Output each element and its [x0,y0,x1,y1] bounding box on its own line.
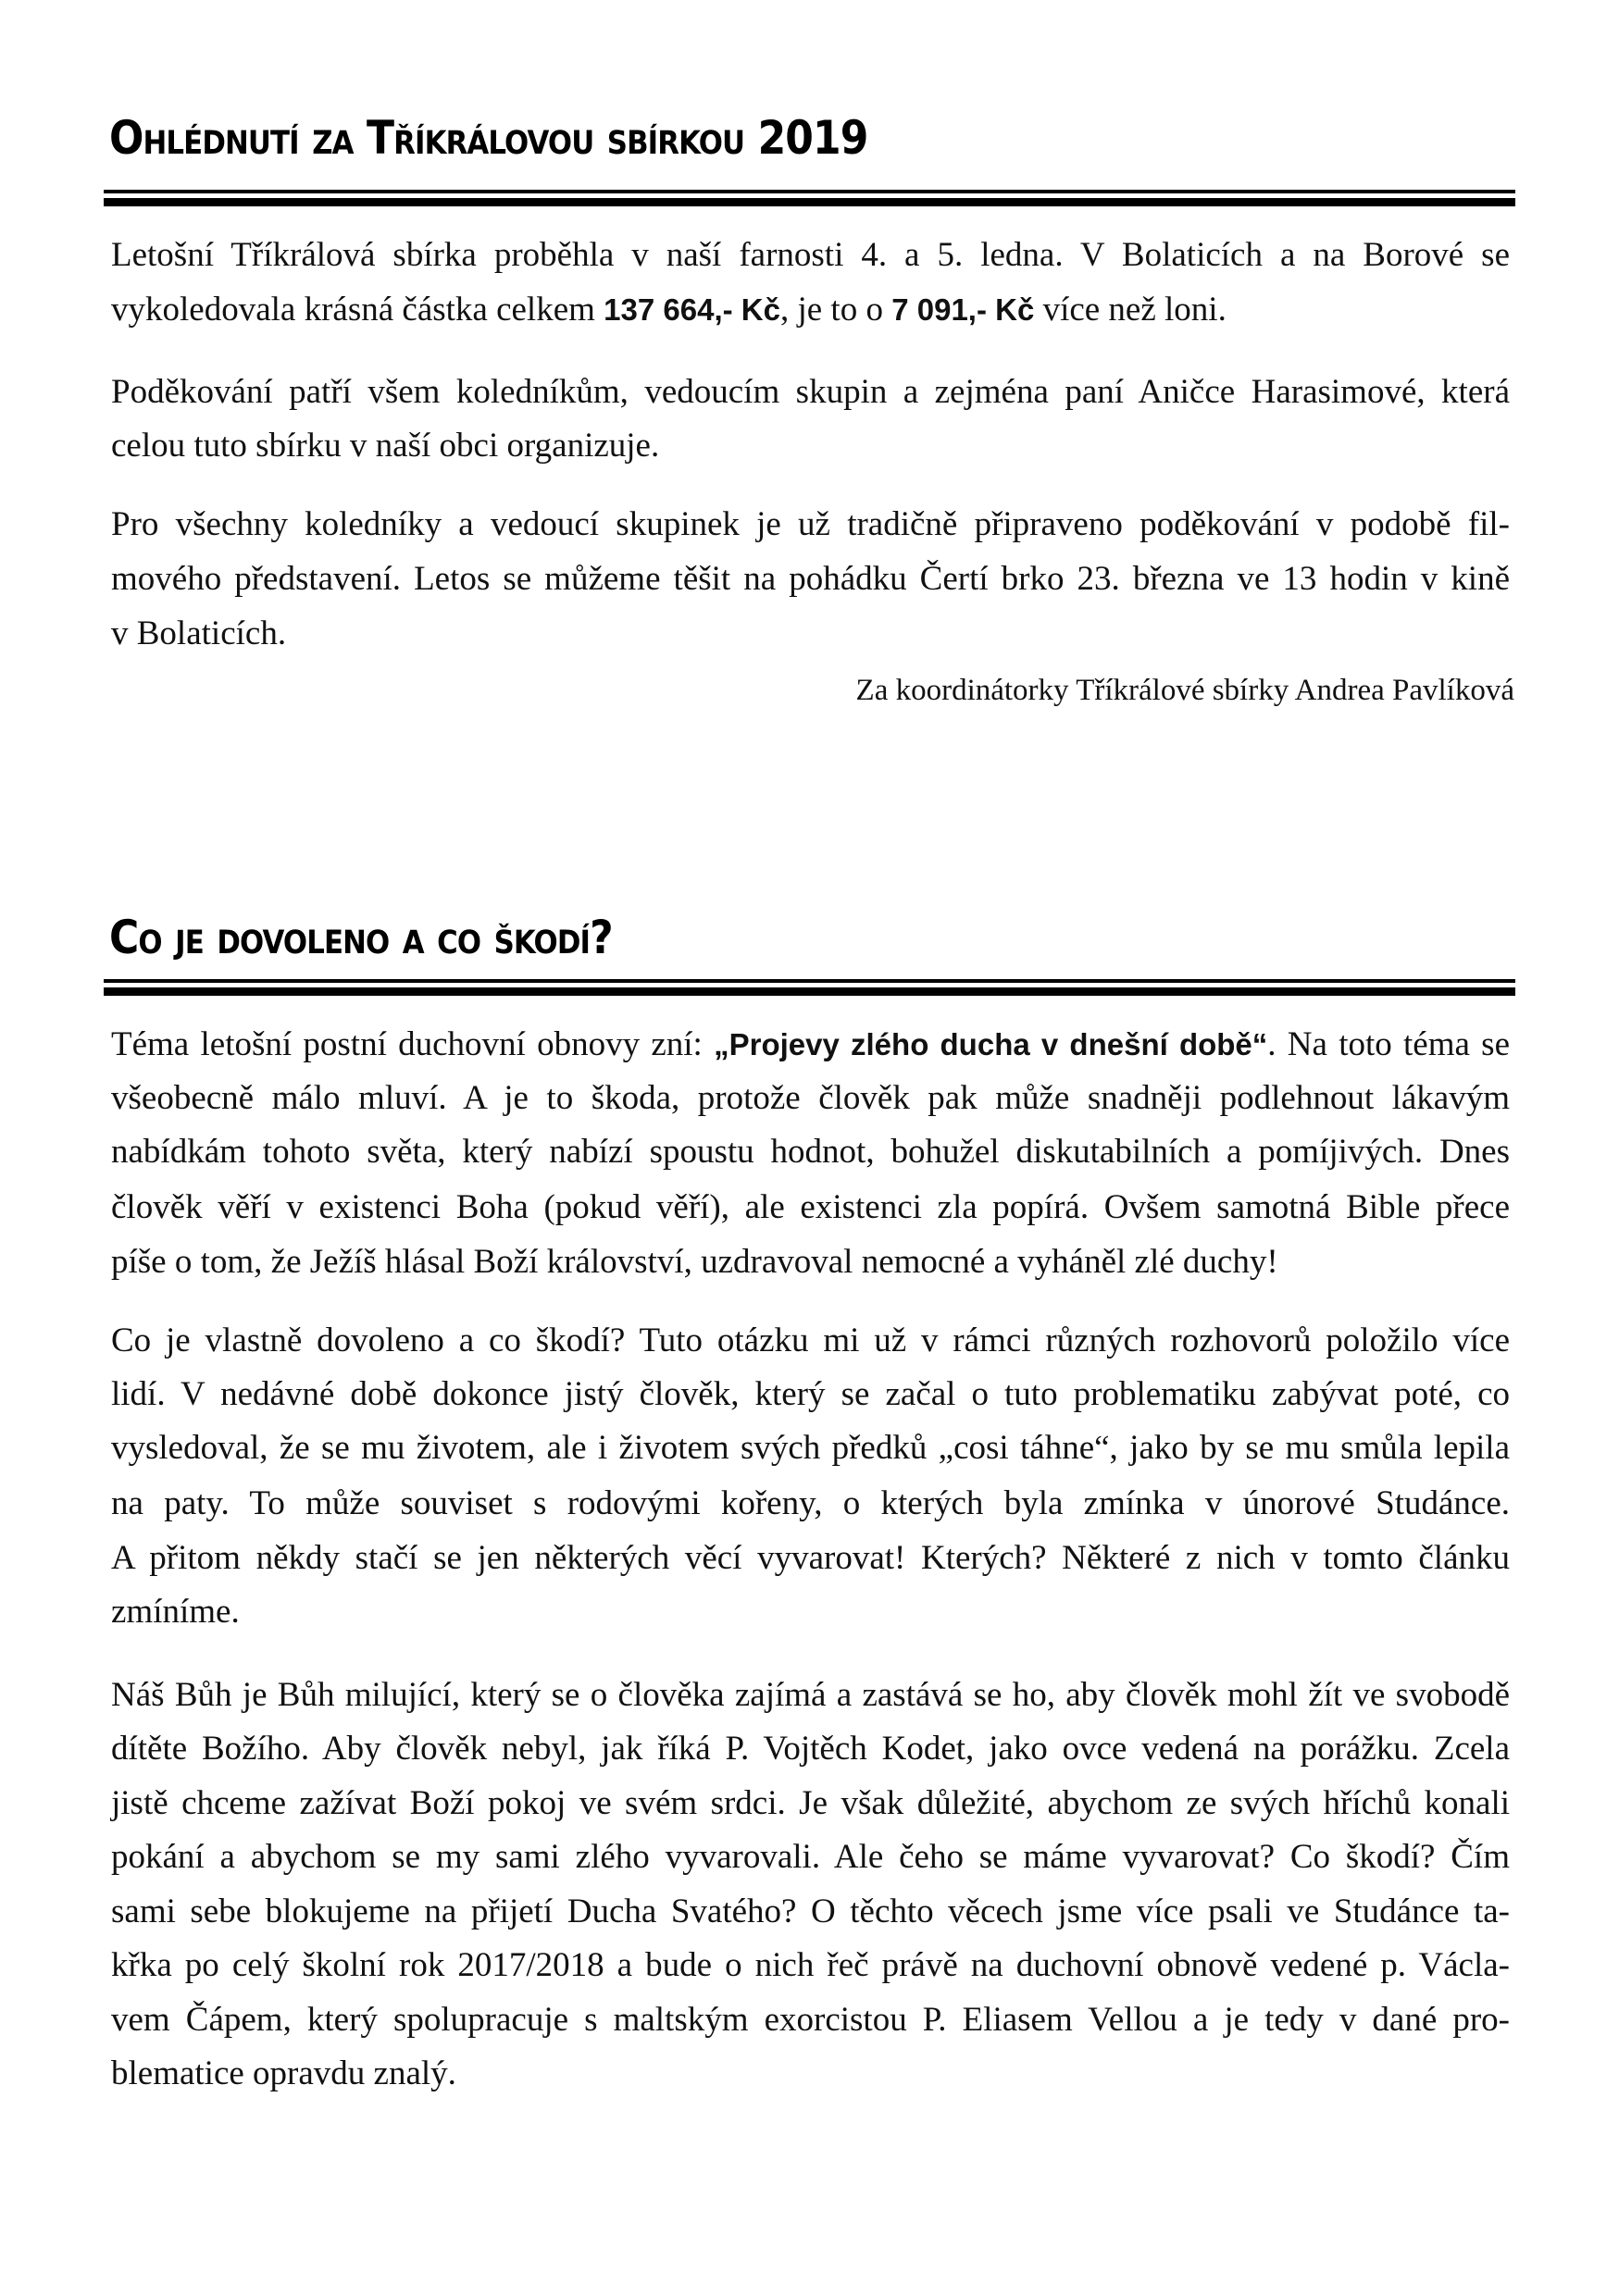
paragraph-line [111,1840,1510,1875]
paragraph-line [111,1245,1510,1280]
paragraph-line [111,1948,1510,1983]
text-run: Náš Bůh je Bůh milující, který se o člověka zajímá a zastává se ho, aby člověk mohl žít ve svobodě [111,1676,1510,1714]
text-run: sami sebe blokujeme na přijetí Ducha Svatého? O těchto věcech jsme více psali ve Studánce ta- [111,1893,1510,1930]
text-run: dítěte Božího. Aby člověk nebyl, jak říká P. Vojtěch Kodet, jako ovce vedená na porážku. Zcela [111,1730,1510,1768]
paragraph-line [111,1541,1510,1576]
text-run: všeobecně málo mluví. A je to škoda, protože člověk pak může snadněji podlehnout lákavým [111,1079,1510,1117]
paragraph-line [111,1135,1510,1170]
text-run: pokání a abychom se my sami zlého vyvarovali. Ale čeho se máme vyvarovat? Co škodí? Čím [111,1838,1510,1876]
text-run: . Na toto téma se [1267,1025,1511,1063]
emphasis-text: „Projevy zlého ducha v dnešní době“ [714,1027,1268,1061]
paragraph-line [111,1678,1510,1713]
paragraph-line [111,1081,1510,1116]
text-run: mového představení. Letos se můžeme těšit na pohádku Čertí brko 23. března ve 13 hodin v kině [111,560,1510,598]
text-run: píše o tom, že Ježíš hlásal Boží království, uzdravoval nemocné a vyháněl zlé duchy! [111,1243,1278,1281]
text-run: nabídkám tohoto světa, který nabízí spoustu hodnot, bohužel diskutabilních a pomíjivých. Dnes [111,1133,1510,1171]
paragraph-line [111,375,1510,410]
text-run: člověk věří v existenci Boha (pokud věří), ale existenci zla popírá. Ovšem samotná Bible přece [111,1188,1510,1226]
paragraph-line [111,1323,1510,1359]
text-run: Pro všechny koledníky a vedoucí skupinek je už tradičně připraveno poděkování v podobě fil- [111,505,1510,543]
rule-thin-line [104,190,1515,193]
text-run: zmíníme. [111,1593,240,1631]
paragraph-line [111,428,1510,464]
paragraph-line [111,1190,1510,1225]
text-run: více než loni. [1034,291,1227,329]
paragraph-line [111,1431,1510,1466]
text-run: blematice opravdu znalý. [111,2054,456,2092]
signature: Za koordinátorky Tříkrálové sbírky Andrea Pavlíková [855,674,1514,707]
section-heading: Ohlédnutí za Tříkrálovou sbírkou 2019 [109,111,868,165]
paragraph-line [111,292,1510,328]
text-run: A přitom někdy stačí se jen některých věcí vyvarovat! Kterých? Některé z nich v tomto článku [111,1539,1510,1577]
text-run: Co je vlastně dovoleno a co škodí? Tuto otázku mi už v rámci různých rozhovorů položilo více [111,1322,1510,1359]
rule-thin-line [104,979,1515,983]
rule-thick-line [104,198,1515,206]
paragraph-line [111,1486,1510,1521]
text-run: na paty. To může souviset s rodovými kořeny, o kterých byla zmínka v únorové Studánce. [111,1484,1510,1522]
text-run: , je to o [779,291,892,329]
paragraph-line [111,1377,1510,1412]
paragraph-line [111,616,1510,652]
section-heading: Co je dovoleno a co škodí? [109,911,613,964]
paragraph-line [111,238,1510,273]
text-run: křka po celý školní rok 2017/2018 a bude o nich řeč právě na duchovní obnově vedené p. Václa- [111,1946,1510,1984]
paragraph-line [111,562,1510,597]
paragraph-line [111,1894,1510,1930]
paragraph-line [111,1786,1510,1821]
paragraph-line [111,1027,1510,1062]
paragraph-line [111,2003,1510,2038]
text-run: celou tuto sbírku v naší obci organizuje. [111,427,660,465]
paragraph-line [111,507,1510,542]
text-run: v Bolaticích. [111,614,287,652]
paragraph-line [111,1731,1510,1767]
text-run: Téma letošní postní duchovní obnovy zní: [111,1025,715,1063]
text-run: vem Čápem, který spolupracuje s maltským exorcistou P. Eliasem Vellou a je tedy v dané pro- [111,2001,1510,2039]
text-run: vykoledovala krásná částka celkem [111,291,604,329]
paragraph-line [111,2056,1510,2091]
text-run: Letošní Tříkrálová sbírka proběhla v naší farnosti 4. a 5. ledna. V Bolaticích a na Borové se [111,236,1510,274]
text-run: vysledoval, že se mu životem, ale i životem svých předků „cosi táhne“, jako by se mu smůla lepila [111,1429,1510,1467]
emphasis-text: 7 091,- Kč [891,292,1035,327]
rule-thick-line [104,987,1515,996]
text-run: jistě chceme zažívat Boží pokoj ve svém srdci. Je však důležité, abychom ze svých hříchů konali [111,1784,1510,1822]
text-run: lidí. V nedávné době dokonce jistý člověk, který se začal o tuto problematiku zabývat poté, co [111,1375,1510,1413]
emphasis-text: 137 664,- Kč [604,292,780,327]
paragraph-line [111,1595,1510,1630]
text-run: Poděkování patří všem koledníkům, vedoucím skupin a zejména paní Aničce Harasimové, která [111,373,1510,411]
